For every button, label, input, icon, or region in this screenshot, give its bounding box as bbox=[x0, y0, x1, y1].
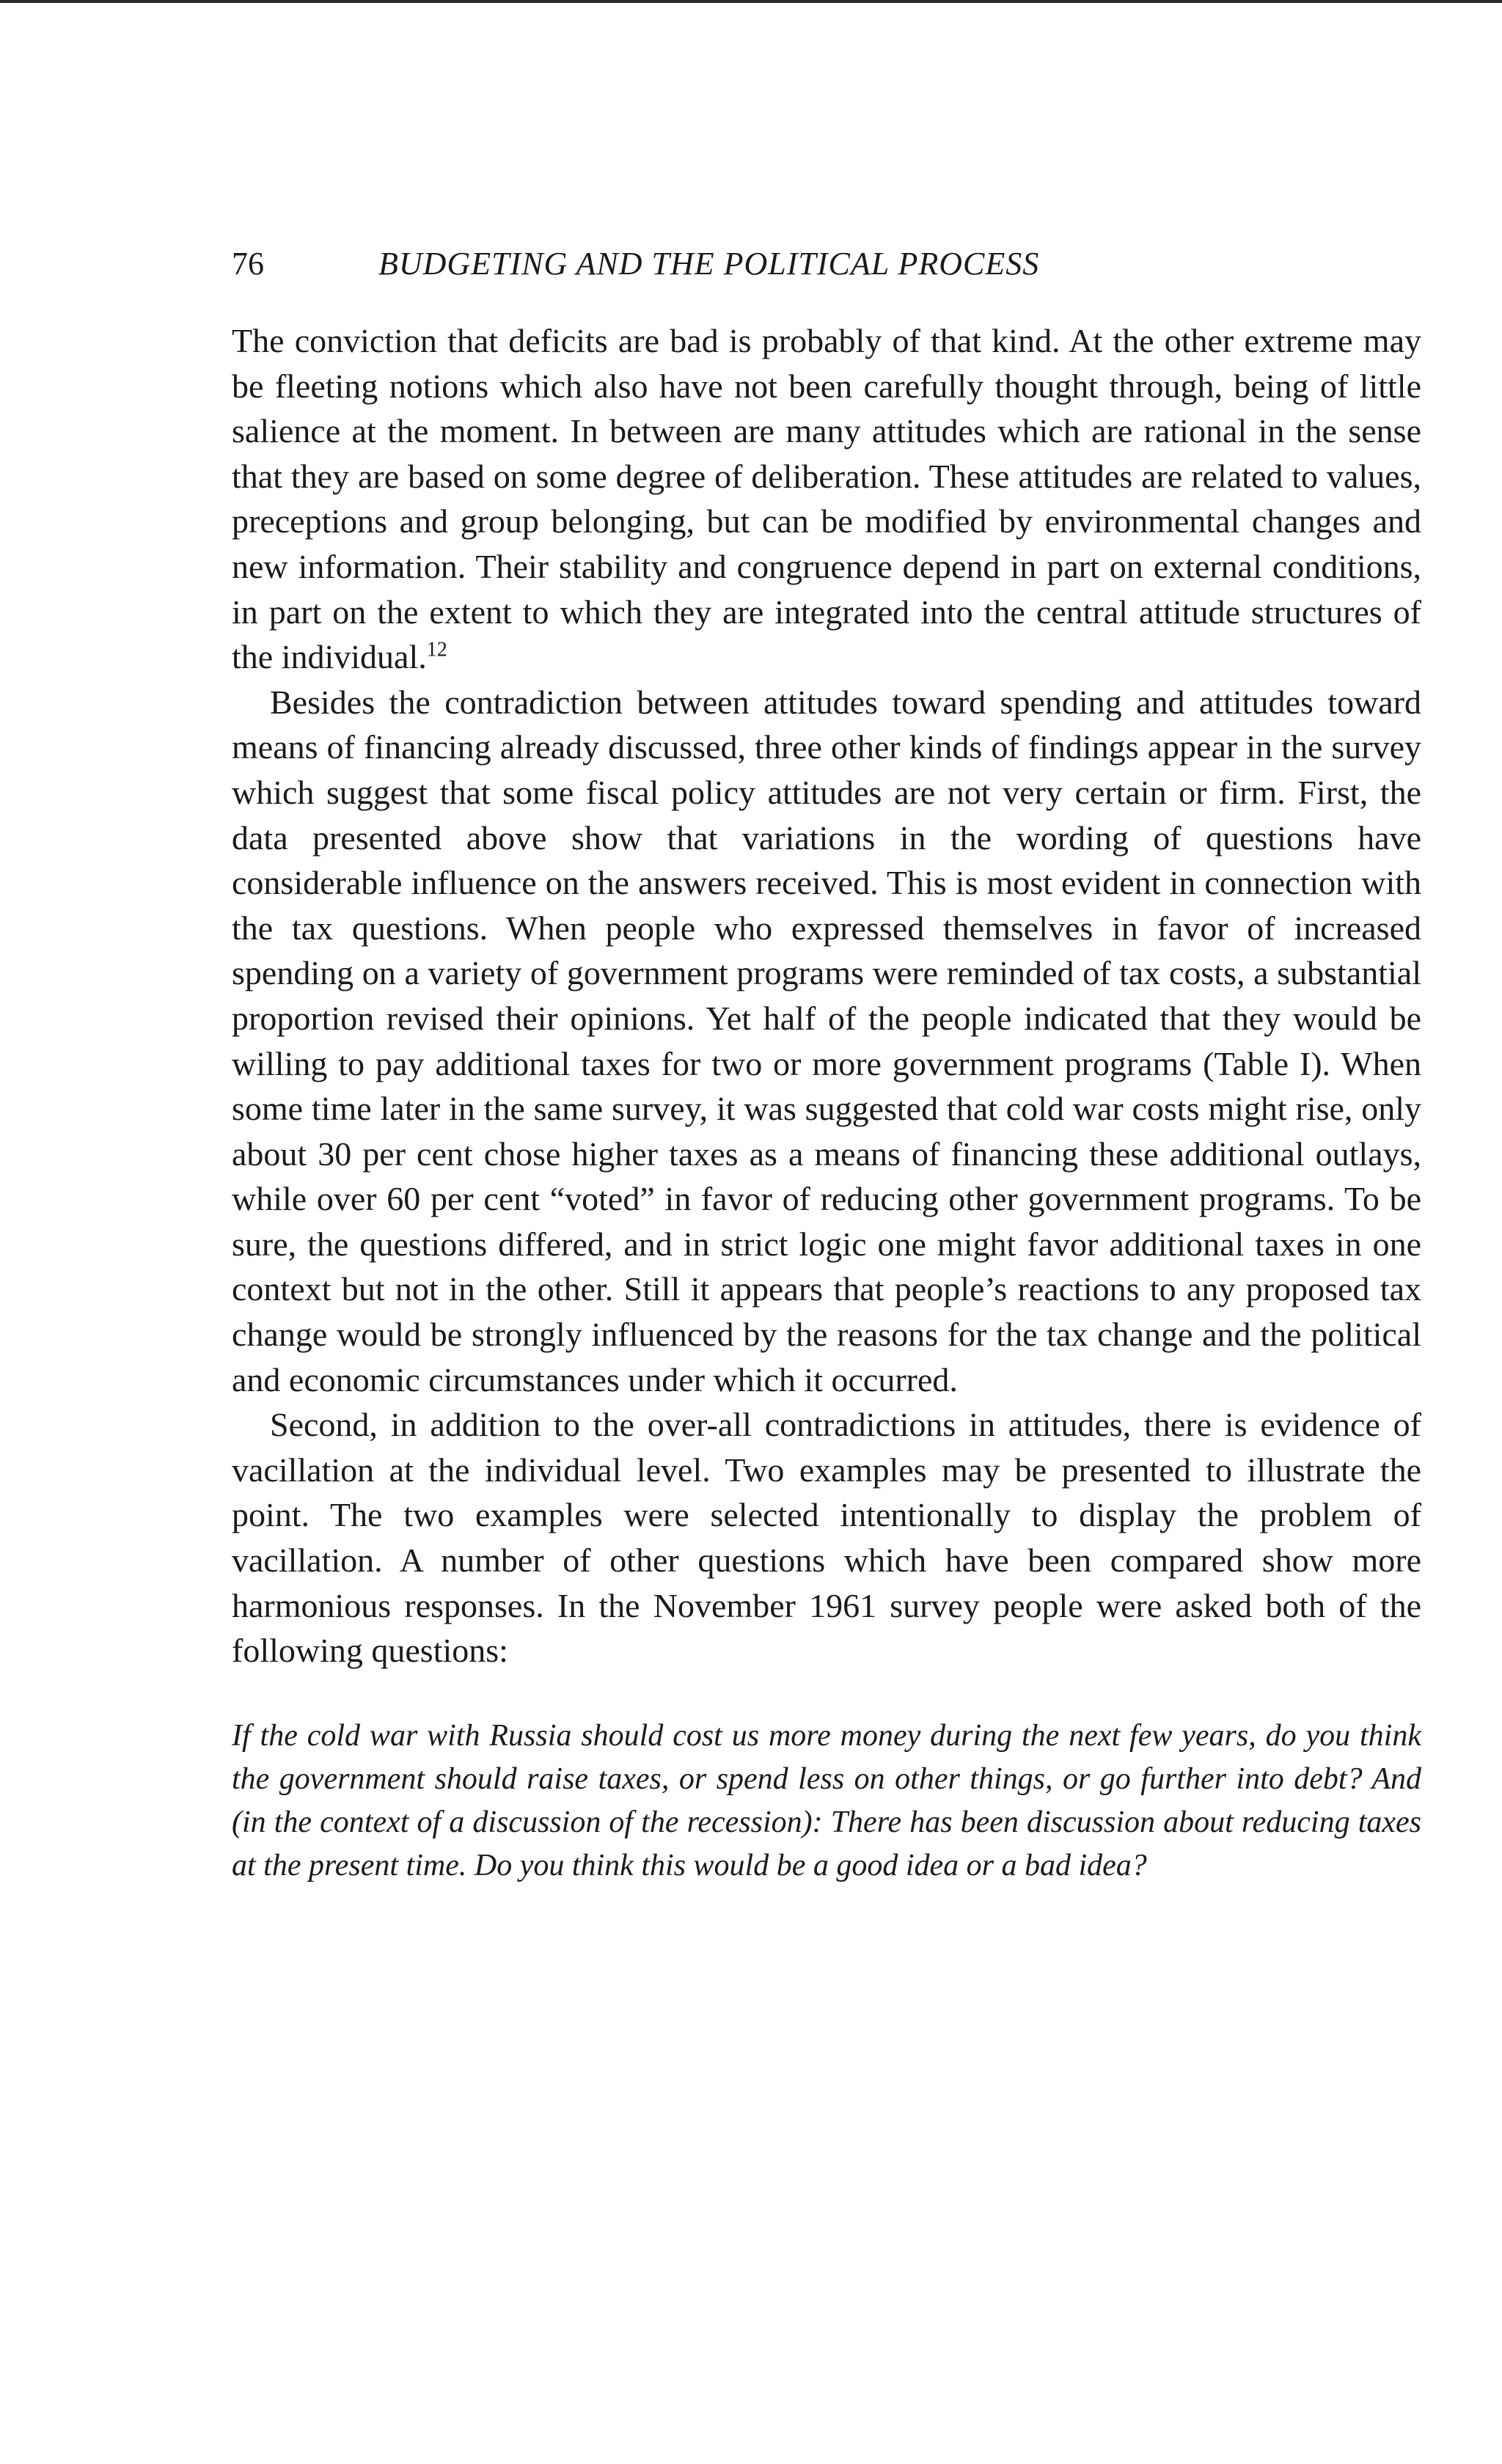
top-border-rule bbox=[0, 0, 1502, 3]
paragraph-3: Second, in addition to the over-all contradictions in attitudes, there is evidence of vacillation at the individual level. Two examples may be presented to illustrate the point. The two examples were selected intentionally to display the problem of vacillation. A number of other questions which have been compared show more harmonious responses. In the November 1961 survey people were asked both of the following questions: bbox=[232, 1406, 1421, 1670]
book-page bbox=[232, 242, 1421, 1888]
page-number: 76 bbox=[232, 246, 264, 282]
paragraph-2: Besides the contradiction between attitudes toward spending and attitudes toward means of financing already discussed, three other kinds of findings appear in the survey which suggest that some fiscal policy attitudes are not very certain or firm. First, the data presented above show that variations in the wording of questions have considerable influence on the answers received. This is most evident in connection with the tax questions. When people who expressed themselves in favor of increased spending on a variety of government programs were reminded of tax costs, a substantial proportion revised their opinions. Yet half of the people indicated that they would be willing to pay additional taxes for two or more government programs (Table I). When some time later in the same survey, it was suggested that cold war costs might rise, only about 30 per cent chose higher taxes as a means of financing these additional outlays, while over 60 per cent “voted” in favor of reducing other government programs. To be sure, the questions differed, and in strict logic one might favor additional taxes in one context but not in the other. Still it appears that people’s reactions to any proposed tax change would be strongly influenced by the reasons for the tax change and the political and economic circumstances under which it occurred. bbox=[232, 683, 1421, 1398]
paragraph-1 bbox=[232, 318, 1421, 680]
body-text bbox=[232, 318, 1421, 1673]
survey-questions-quote: If the cold war with Russia should cost us more money during the next few years, do you think the government should raise taxes, or spend less on other things, or go further into debt? And (in the context of a discussion of the recession): There has been discussion about reducing taxes at the present time. Do you think this would be a good idea or a bad idea? bbox=[232, 1718, 1421, 1882]
running-header bbox=[232, 242, 1421, 286]
running-title: BUDGETING AND THE POLITICAL PROCESS bbox=[378, 246, 1040, 282]
footnote-ref-12: 12 bbox=[426, 638, 447, 661]
paragraph-1-text: The conviction that deficits are bad is probably of that kind. At the other extreme may be fleeting notions which also have not been carefully thought through, being of little salience at the moment. In between are many attitudes which are rational in the sense that they are based on some degree of deliberation. These attitudes are related to values, preceptions and group belonging, but can be modified by environmental changes and new information. Their stability and congruence depend in part on external conditions, in part on the extent to which they are integrated into the central attitude structures of the individual. bbox=[232, 322, 1421, 676]
